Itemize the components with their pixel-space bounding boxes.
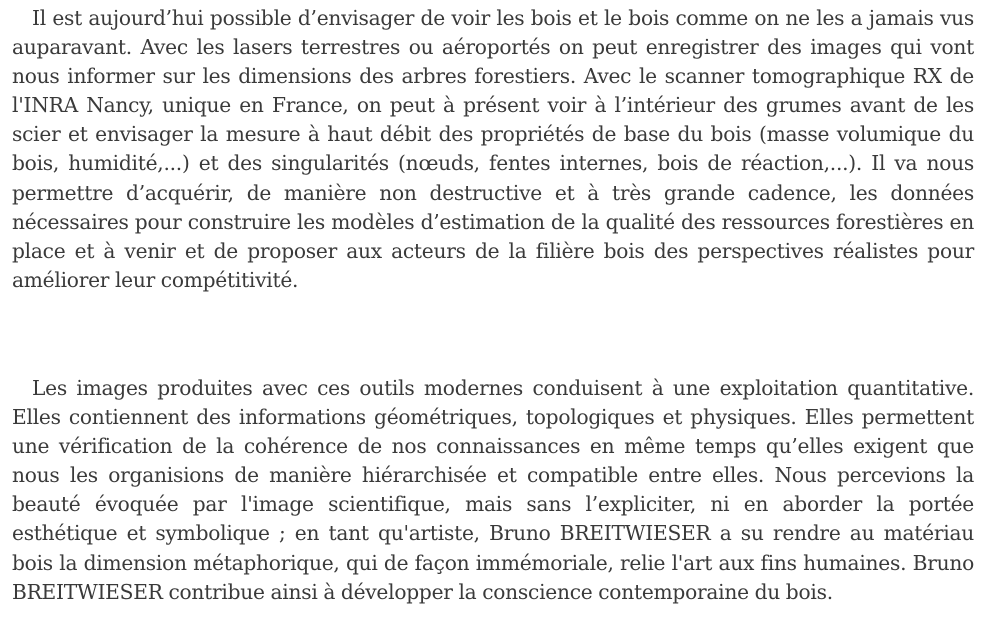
paragraph-1: Il est aujourd’hui possible d’envisager de voir les bois et le bois comme on ne les a jamais vus auparavant. Avec les lasers terrestres ou aéroportés on peut enregistrer des images qui vont nous informer sur les dimensions des arbres forestiers. Avec le scanner tomographique RX de l'INRA Nancy, unique en France, on peut à présent voir à l’intérieur des grumes avant de les scier et envisager la mesure à haut débit des propriétés de base du bois (masse volumique du bois, humidité,...) et des singularités (nœuds, fentes internes, bois de réaction,...). Il va nous permettre d’acquérir, de manière non destructive et à très grande cadence, les données nécessaires pour construire les modèles d’estimation de la qualité des ressources forestières en place et à venir et de proposer aux acteurs de la filière bois des perspectives réalistes pour améliorer leur compétitivité. (12, 6, 974, 292)
paragraph-2: Les images produites avec ces outils modernes conduisent à une exploitation quantitative. Elles contiennent des informations géométriques, topologiques et physiques. Elles permettent une vérification de la cohérence de nos connaissances en même temps qu’elles exigent que nous les organisions de manière hiérarchisée et compatible entre elles. Nous percevions la beauté évoquée par l'image scientifique, mais sans l’expliciter, ni en aborder la portée esthétique et symbolique ; en tant qu'artiste, Bruno BREITWIESER a su rendre au matériau bois la dimension métaphorique, qui de façon immémoriale, relie l'art aux fins humaines. Bruno BREITWIESER contribue ainsi à développer la conscience contemporaine du bois. (12, 376, 974, 604)
